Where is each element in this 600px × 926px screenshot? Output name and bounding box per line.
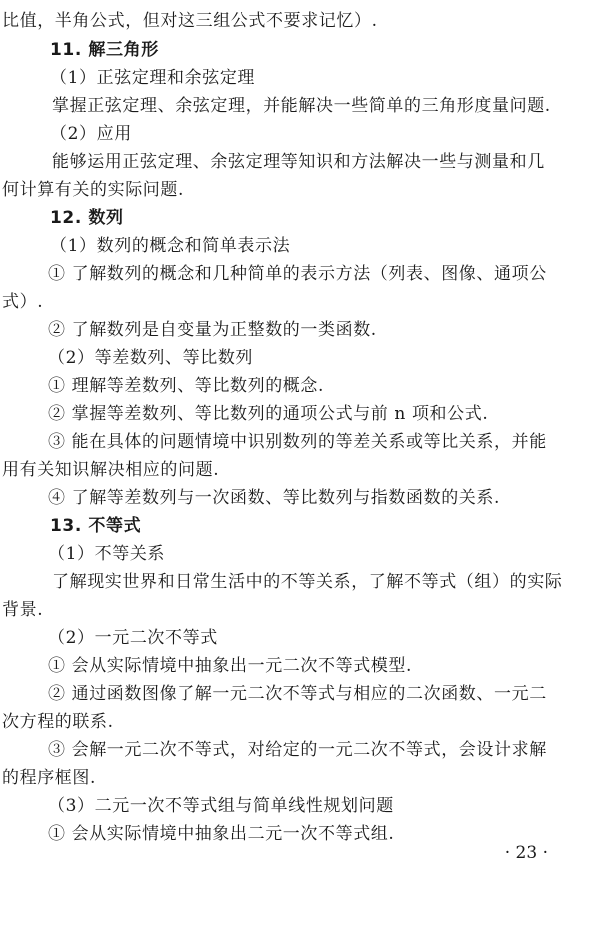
list-item: ① 理解等差数列、等比数列的概念.: [48, 376, 325, 396]
paragraph: 能够运用正弦定理、余弦定理等知识和方法解决一些与测量和几: [52, 152, 545, 172]
list-item-continuation: 式）.: [2, 292, 44, 312]
subsection-heading: （2）应用: [50, 124, 132, 144]
subsection-heading: （2）等差数列、等比数列: [48, 348, 254, 368]
list-item: ④ 了解等差数列与一次函数、等比数列与指数函数的关系.: [48, 488, 501, 508]
subsection-heading: （1）数列的概念和简单表示法: [50, 236, 291, 256]
list-item: ① 了解数列的概念和几种简单的表示方法（列表、图像、通项公: [48, 264, 547, 284]
list-item-continuation: 用有关知识解决相应的问题.: [2, 460, 220, 480]
paragraph: 何计算有关的实际问题.: [2, 180, 185, 200]
paragraph: 了解现实世界和日常生活中的不等关系，了解不等式（组）的实际: [52, 572, 563, 592]
list-item: ③ 会解一元二次不等式，对给定的一元二次不等式，会设计求解: [48, 740, 547, 760]
subsection-heading: （1）不等关系: [48, 544, 166, 564]
section-heading-12: 12. 数列: [50, 208, 124, 228]
text-line: 比值，半角公式，但对这三组公式不要求记忆）.: [2, 11, 378, 31]
subsection-heading: （3）二元一次不等式组与简单线性规划问题: [48, 796, 394, 816]
list-item: ① 会从实际情境中抽象出一元二次不等式模型.: [48, 656, 413, 676]
paragraph: 掌握正弦定理、余弦定理，并能解决一些简单的三角形度量问题.: [52, 96, 551, 116]
list-item: ③ 能在具体的问题情境中识别数列的等差关系或等比关系，并能: [48, 432, 547, 452]
list-item: ① 会从实际情境中抽象出二元一次不等式组.: [48, 824, 395, 844]
subsection-heading: （1）正弦定理和余弦定理: [50, 68, 256, 88]
list-item-continuation: 的程序框图.: [2, 768, 97, 788]
section-heading-13: 13. 不等式: [50, 516, 142, 536]
list-item: ② 了解数列是自变量为正整数的一类函数.: [48, 320, 377, 340]
subsection-heading: （2）一元二次不等式: [48, 628, 218, 648]
list-item: ② 掌握等差数列、等比数列的通项公式与前 n 项和公式.: [48, 404, 489, 424]
list-item-continuation: 次方程的联系.: [2, 712, 114, 732]
page-number: · 23 ·: [504, 843, 548, 863]
section-heading-11: 11. 解三角形: [50, 40, 159, 60]
paragraph: 背景.: [2, 600, 44, 620]
list-item: ② 通过函数图像了解一元二次不等式与相应的二次函数、一元二: [48, 684, 547, 704]
